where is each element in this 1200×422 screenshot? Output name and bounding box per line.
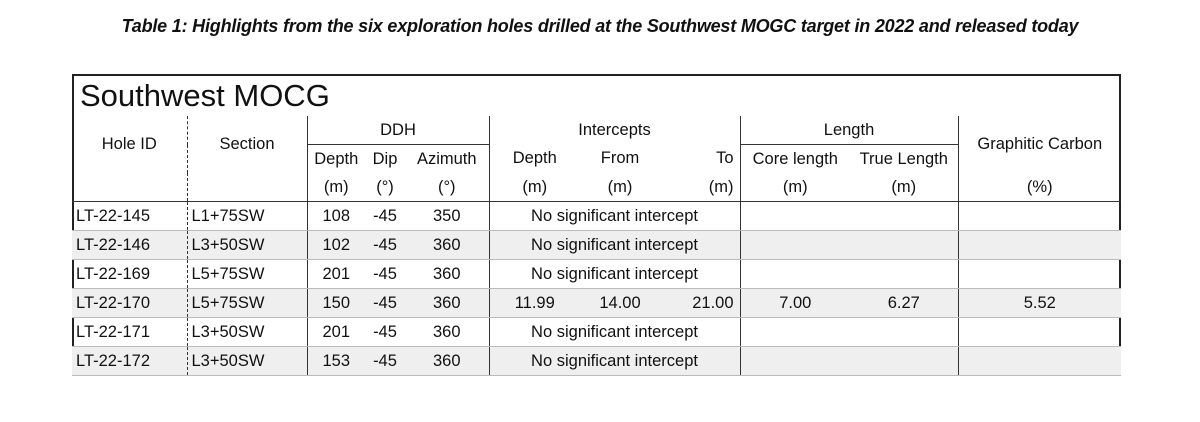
cell-section: L5+75SW [187,289,307,318]
cell-graphitic-carbon [958,347,1121,376]
cell-int-depth: 11.99 [489,289,580,318]
table-grid [72,116,1121,376]
cell-graphitic-carbon [958,260,1121,289]
cell-azimuth: 360 [405,260,489,289]
cell-core-length [740,318,850,347]
cell-dip: -45 [365,289,405,318]
table-row [72,231,1121,260]
table-row [72,318,1121,347]
table-title: Southwest MOCG [80,78,330,113]
unit-dip: (°) [365,173,405,202]
header-length: Length [740,116,958,145]
cell-core-length: 7.00 [740,289,850,318]
cell-dip: -45 [365,347,405,376]
cell-intercept-note: No significant intercept [489,202,740,231]
header-ddh: DDH [307,116,489,145]
cell-section: L3+50SW [187,231,307,260]
cell-depth: 201 [307,318,365,347]
cell-depth: 201 [307,260,365,289]
cell-true-length [850,231,958,260]
cell-true-length: 6.27 [850,289,958,318]
cell-core-length [740,202,850,231]
header-hole-id: Hole ID [101,135,157,153]
cell-graphitic-carbon [958,202,1121,231]
unit-to: (m) [660,173,740,202]
cell-intercept-note: No significant intercept [489,231,740,260]
cell-core-length [740,347,850,376]
unit-depth: (m) [307,173,365,202]
cell-intercept-note: No significant intercept [489,318,740,347]
header-depth: Depth [307,145,365,174]
cell-azimuth: 360 [405,289,489,318]
cell-depth: 153 [307,347,365,376]
cell-core-length [740,231,850,260]
cell-graphitic-carbon [958,318,1121,347]
header-intercepts: Intercepts [489,116,740,145]
header-true-length: True Length [859,149,948,168]
header-to: To [716,149,734,168]
cell-to: 21.00 [660,289,740,318]
header-graphitic-carbon: Graphitic Carbon [958,116,1121,173]
header-azimuth: Azimuth [416,149,477,168]
cell-section: L1+75SW [187,202,307,231]
cell-graphitic-carbon [958,231,1121,260]
cell-true-length [850,202,958,231]
cell-hole-id: LT-22-145 [72,202,187,231]
table-row [72,289,1121,318]
unit-core: (m) [740,173,850,202]
cell-intercept-note: No significant intercept [489,347,740,376]
cell-hole-id: LT-22-169 [72,260,187,289]
unit-true: (m) [850,173,958,202]
cell-from: 14.00 [580,289,660,318]
unit-from: (m) [580,173,660,202]
cell-dip: -45 [365,260,405,289]
table-row [72,260,1121,289]
cell-section: L3+50SW [187,347,307,376]
cell-hole-id: LT-22-146 [72,231,187,260]
data-table [72,74,1121,374]
header-dip: Dip [372,149,398,168]
cell-azimuth: 350 [405,202,489,231]
unit-gc: (%) [958,173,1121,202]
cell-true-length [850,347,958,376]
header-from: From [600,149,640,168]
cell-dip: -45 [365,202,405,231]
header-int-depth: Depth [489,145,580,174]
header-section: Section [187,116,307,173]
cell-hole-id: LT-22-170 [72,289,187,318]
table-row [72,347,1121,376]
cell-graphitic-carbon: 5.52 [958,289,1121,318]
cell-hole-id: LT-22-172 [72,347,187,376]
cell-intercept-note: No significant intercept [489,260,740,289]
cell-azimuth: 360 [405,318,489,347]
table-row [72,202,1121,231]
cell-depth: 108 [307,202,365,231]
table-caption: Table 1: Highlights from the six exploration holes drilled at the Southwest MOGC target in 2022 and released today [121,16,1079,36]
cell-core-length [740,260,850,289]
unit-azimuth: (°) [405,173,489,202]
cell-dip: -45 [365,231,405,260]
unit-int-depth: (m) [489,173,580,202]
cell-azimuth: 360 [405,347,489,376]
cell-true-length [850,318,958,347]
cell-true-length [850,260,958,289]
cell-section: L5+75SW [187,260,307,289]
cell-section: L3+50SW [187,318,307,347]
cell-dip: -45 [365,318,405,347]
cell-depth: 150 [307,289,365,318]
cell-azimuth: 360 [405,231,489,260]
header-core-length: Core length [740,145,850,174]
cell-hole-id: LT-22-171 [72,318,187,347]
cell-depth: 102 [307,231,365,260]
